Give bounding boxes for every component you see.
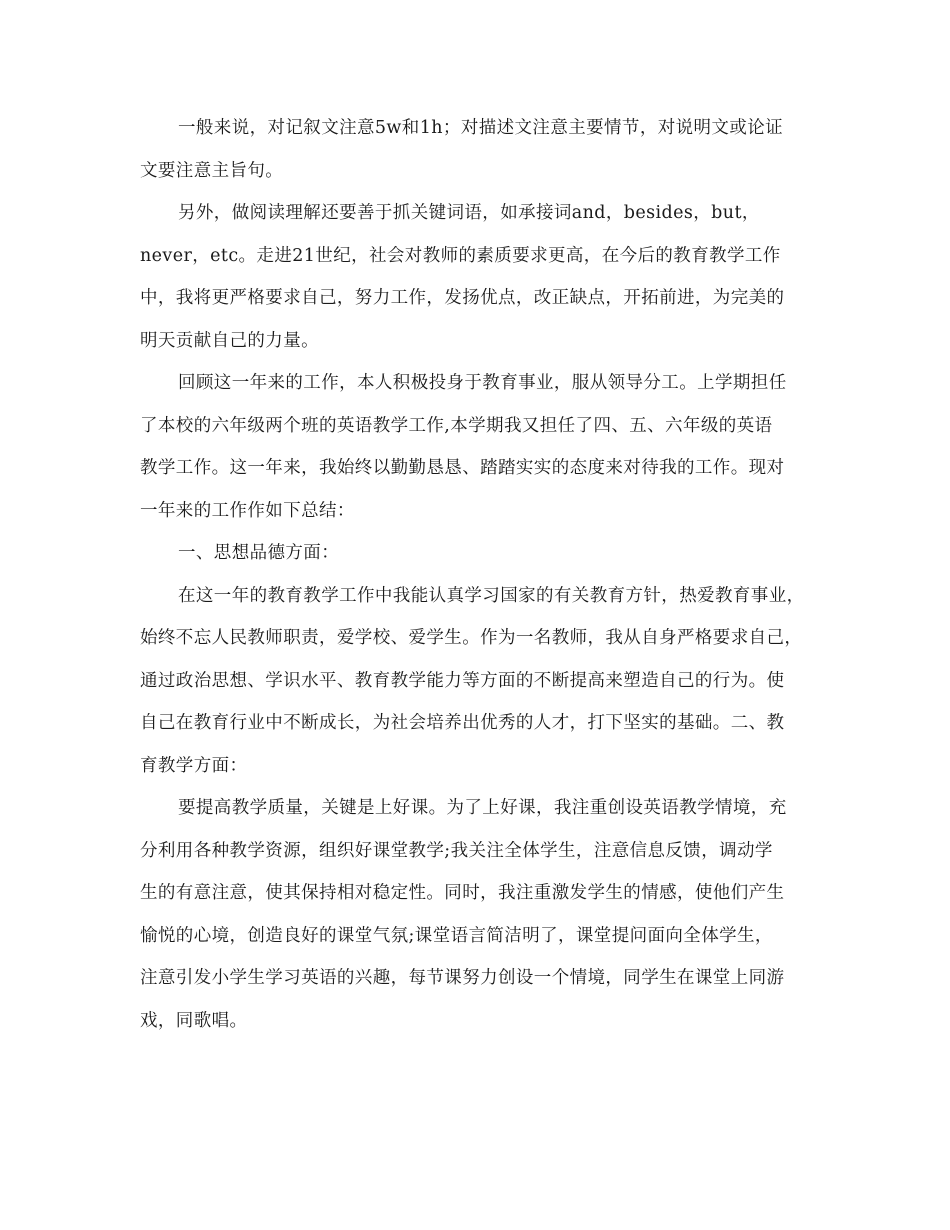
section-heading: 一、思想品德方面：: [178, 543, 340, 563]
paragraph-line: 自己在教育行业中不断成长，为社会培养出优秀的人才，打下坚实的基础。二、教: [140, 713, 785, 733]
paragraph-line: 要提高教学质量，关键是上好课。为了上好课，我注重创设英语教学情境，充: [178, 798, 787, 818]
paragraph-line: 愉悦的心境，创造良好的课堂气氛;课堂语言简洁明了，课堂提问面向全体学生，: [140, 925, 773, 946]
paragraph-line: 中，我将更严格要求自己，努力工作，发扬优点，改正缺点，开拓前进，为完美的: [140, 288, 785, 308]
document-body: [140, 107, 830, 1042]
paragraph-line: 一般来说，对记叙文注意5w和1h；对描述文注意主要情节，对说明文或论证: [178, 118, 784, 138]
paragraph-line: 通过政治思想、学识水平、教育教学能力等方面的不断提高来塑造自己的行为。使: [140, 670, 785, 691]
paragraph-line: 分利用各种教学资源，组织好课堂教学;我关注全体学生，注意信息反馈，调动学: [140, 840, 773, 861]
paragraph-line: 育教学方面：: [140, 755, 248, 776]
paragraph-line: 回顾这一年来的工作，本人积极投身于教育事业，服从领导分工。上学期担任: [178, 373, 787, 393]
paragraph-line: 始终不忘人民教师职责，爱学校、爱学生。作为一名教师，我从自身严格要求自己，: [140, 628, 803, 648]
paragraph-line: never，etc。走进21世纪，社会对教师的素质要求更高，在今后的教育教学工作: [140, 245, 781, 266]
paragraph-line: 戏，同歌唱。: [140, 1010, 248, 1031]
paragraph-line: 在这一年的教育教学工作中我能认真学习国家的有关教育方针，热爱教育事业，: [178, 585, 805, 606]
paragraph-line: 文要注意主旨句。: [140, 160, 284, 181]
paragraph-line: 一年来的工作作如下总结：: [140, 500, 355, 521]
paragraph-line: 明天贡献自己的力量。: [140, 330, 319, 351]
paragraph-line: 注意引发小学生学习英语的兴趣，每节课努力创设一个情境，同学生在课堂上同游: [140, 968, 785, 988]
paragraph-line: 生的有意注意，使其保持相对稳定性。同时，我注重激发学生的情感，使他们产生: [140, 883, 785, 903]
paragraph-line: 另外，做阅读理解还要善于抓关键词语，如承接词and，besides，but，: [178, 203, 760, 223]
paragraph-line: 了本校的六年级两个班的英语教学工作,本学期我又担任了四、五、六年级的英语: [140, 415, 773, 436]
paragraph-line: 教学工作。这一年来，我始终以勤勤恳恳、踏踏实实的态度来对待我的工作。现对: [140, 458, 785, 478]
